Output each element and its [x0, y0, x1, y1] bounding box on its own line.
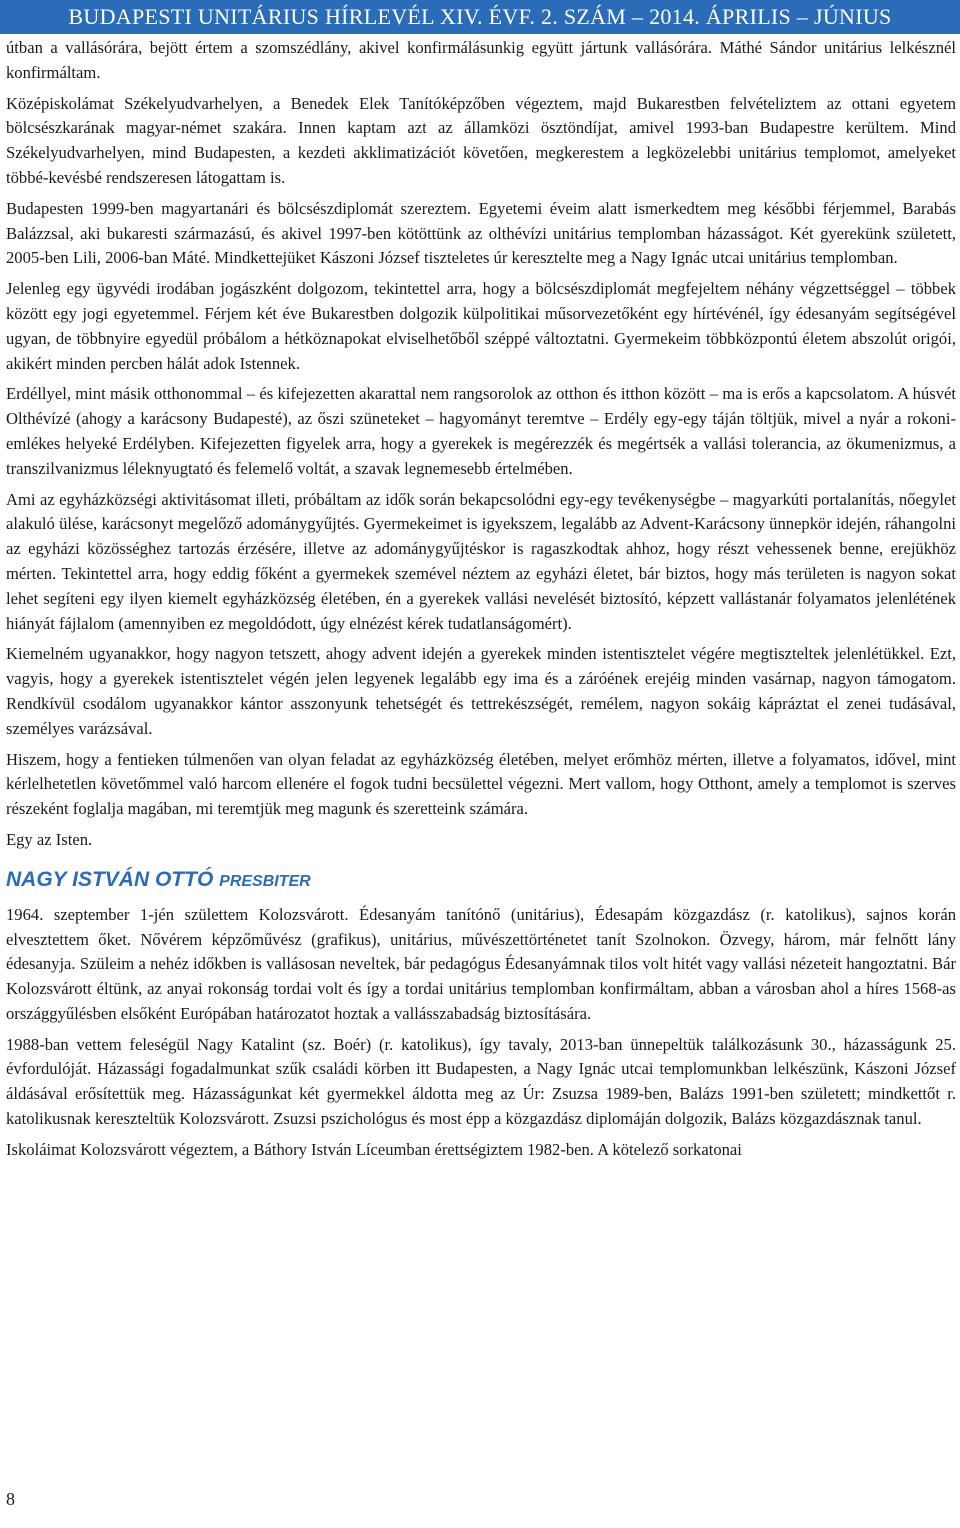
paragraph: Középiskolámat Székelyudvarhelyen, a Benedek Elek Tanítóképzőben végeztem, majd Bukarestben felvételiztem az ottani egyetem bölcsészkarának magyar-német szakára. Innen kaptam azt az államközi ösztöndíjat, amivel 1993-ban Budapestre kerültem. Mind Székelyudvarhelyen, mind Budapesten, a kezdeti akklimatizációt követően, megkerestem a legközelebbi unitárius templomot, amelyeket többé-kevésbé rendszeresen látogattam is. — [6, 93, 956, 187]
paragraph: Erdéllyel, mint másik otthonommal – és kifejezetten akarattal nem rangsorolok az otthon és itthon között – ma is erős a kapcsolatom. A húsvét Olthévízé (ahogy a karácsony Budapesté), az őszi szüneteket – hagyományt teremtve – Erdély egy-egy táján töltjük, mivel a nyár a rokoni-emlékes helyeké Erdélyben. Kifejezetten figyelek arra, hogy a gyerekek is megérezzék és megértsék a vallási tolerancia, az ökumenizmus, a transzilvanizmus léleknyugtató és felemelő voltát, a szavak legnemesebb értelmében. — [6, 384, 956, 478]
article-body — [6, 36, 956, 1169]
paragraph: Jelenleg egy ügyvédi irodában jogászként dolgozom, tekintettel arra, hogy a bölcsészdiplomát megfejeltem néhány végzettséggel – többek között egy jogi egyetemmel. Férjem két éve Bukarestben dolgozik külpolitikai műsorvezetőként egy hírtévénél, így édesanyám segítségével ugyan, de többnyire egyedül próbálom a hétköznapokat elviselhetőből széppé változtatni. Gyermekeim többközpontú életem abszolút origói, akikért minden percben hálát adok Istennek. — [6, 279, 956, 373]
running-header: BUDAPESTI UNITÁRIUS HÍRLEVÉL XIV. ÉVF. 2. SZÁM – 2014. ÁPRILIS – JÚNIUS — [0, 0, 960, 34]
paragraph: 1988-ban vettem feleségül Nagy Katalint (sz. Boér) (r. katolikus), így tavaly, 2013-ban ünnepeltük találkozásunk 30., házasságunk 25. évfordulóját. Házassági fogadalmunkat szűk családi körben itt Budapesten, a Nagy Ignác utcai templomunkban lelkészünk, Kászoni József áldásával erősítettük meg. Házasságunkat két gyermekkel áldotta meg az Úr: Zsuzsa 1989-ben, Balázs 1991-ben született; mindkettőt r. katolikusnak kereszteltük Kolozsvárott. Zsuzsi pszichológus és most épp a közgazdász diplomáján dolgozik, Balázs közgazdásznak tanul. — [6, 1034, 956, 1129]
paragraph: Budapesten 1999-ben magyartanári és bölcsészdiplomát szereztem. Egyetemi éveim alatt ismerkedtem meg későbbi férjemmel, Barabás Balázzsal, aki bukaresti származású, és akivel 1997-ben kötöttünk az olthévízi unitárius templomban házasságot. Két gyerekünk született, 2005-ben Lili, 2006-ban Máté. Mindkettejüket Kászoni József tiszteletes úr keresztelte meg a Nagy Ignác utcai unitárius templomban. — [6, 198, 956, 268]
person-name: NAGY ISTVÁN OTTÓ — [6, 867, 214, 891]
section-heading — [6, 867, 956, 895]
paragraph: útban a vallásórára, bejött értem a szomszédlány, akivel konfirmálásunkig együtt jártunk vallásórára. Máthé Sándor unitárius lelkésznél konfirmáltam. — [6, 38, 956, 82]
person-role: PRESBITER — [219, 872, 311, 890]
paragraph: Hiszem, hogy a fentieken túlmenően van olyan feladat az egyházközség életében, melyet erőmhöz mérten, illetve a folyamatos, idővel, mint kérlelhetetlen követőmmel való harcom ellenére el fogok tudni becsülettel végezni. Mert vallom, hogy Otthont, amely a templomot is szerves részeként foglalja magában, mi teremtjük meg magunk és szeretteink számára. — [6, 749, 956, 819]
paragraph: Egy az Isten. — [6, 829, 93, 849]
paragraph: Iskoláimat Kolozsvárott végeztem, a Báthory István Líceumban érettségiztem 1982-ben. A kötelező sorkatonai — [6, 1139, 742, 1159]
page-number: 8 — [6, 1489, 15, 1509]
paragraph: Kiemelném ugyanakkor, hogy nagyon tetszett, ahogy advent idején a gyerekek minden istentisztelet végére megtiszteltek jelenlétükkel. Ezt, vagyis, hogy a gyerekek istentisztelet végén jelen legyenek legalább egy ima és a záróének erejéig minden vasárnap, nagyon támogatom. Rendkívül csodálom ugyanakkor kántor asszonyunk tehetségét és tettrekészségét, remélem, nagyon sokáig kápráztat el zenei tudásával, személyes varázsával. — [6, 644, 956, 738]
paragraph: 1964. szeptember 1-jén születtem Kolozsvárott. Édesanyám tanítónő (unitárius), Édesapám közgazdász (r. katolikus), sajnos korán elvesztettem őket. Nővérem képzőművész (grafikus), unitárius, művészettörténetet tanít Szolnokon. Özvegy, három, már felnőtt lány édesanyja. Szüleim a nehéz időkben is vallásosan neveltek, bár pedagógus Édesanyámnak tilos volt hitét vagy vallási nézeteit hangoztatni. Bár Kolozsvárott éltünk, az anyai rokonság tordai volt és így a tordai unitárius templomban konfirmáltam, abban a városban ahol a híres 1568-as országgyűlésben elsőként Európában határozatot hoztak a vallásszabadság biztosítására. — [6, 904, 956, 1023]
paragraph: Ami az egyházközségi aktivitásomat illeti, próbáltam az idők során bekapcsolódni egy-egy tevékenységbe – magyarkúti portalanítás, nőegylet alakuló ülése, karácsonyt megelőző adománygyűjtés. Gyermekeimet is igyekszem, legalább az Advent-Karácsony ünnepkör idején, ráhangolni az egyházi közösséghez tartozás érzésére, illetve az adománygyűjtéskor is ragaszkodtak ahhoz, hogy részt vehessenek benne, erejükhöz mérten. Tekintettel arra, hogy eddig főként a gyermekek szemével néztem az egyházi életet, bár biztos, hogy más területen is nagyon sokat lehet segíteni egy ilyen kiemelt egyházközség életében, én a gyerekek vallási nevelését biztosító, képzett vallástanár folyamatos jelenlétének hiányát fájlalom (amennyiben ez megoldódott, úgy elnézést kérek tudatlanságomért). — [6, 489, 956, 633]
